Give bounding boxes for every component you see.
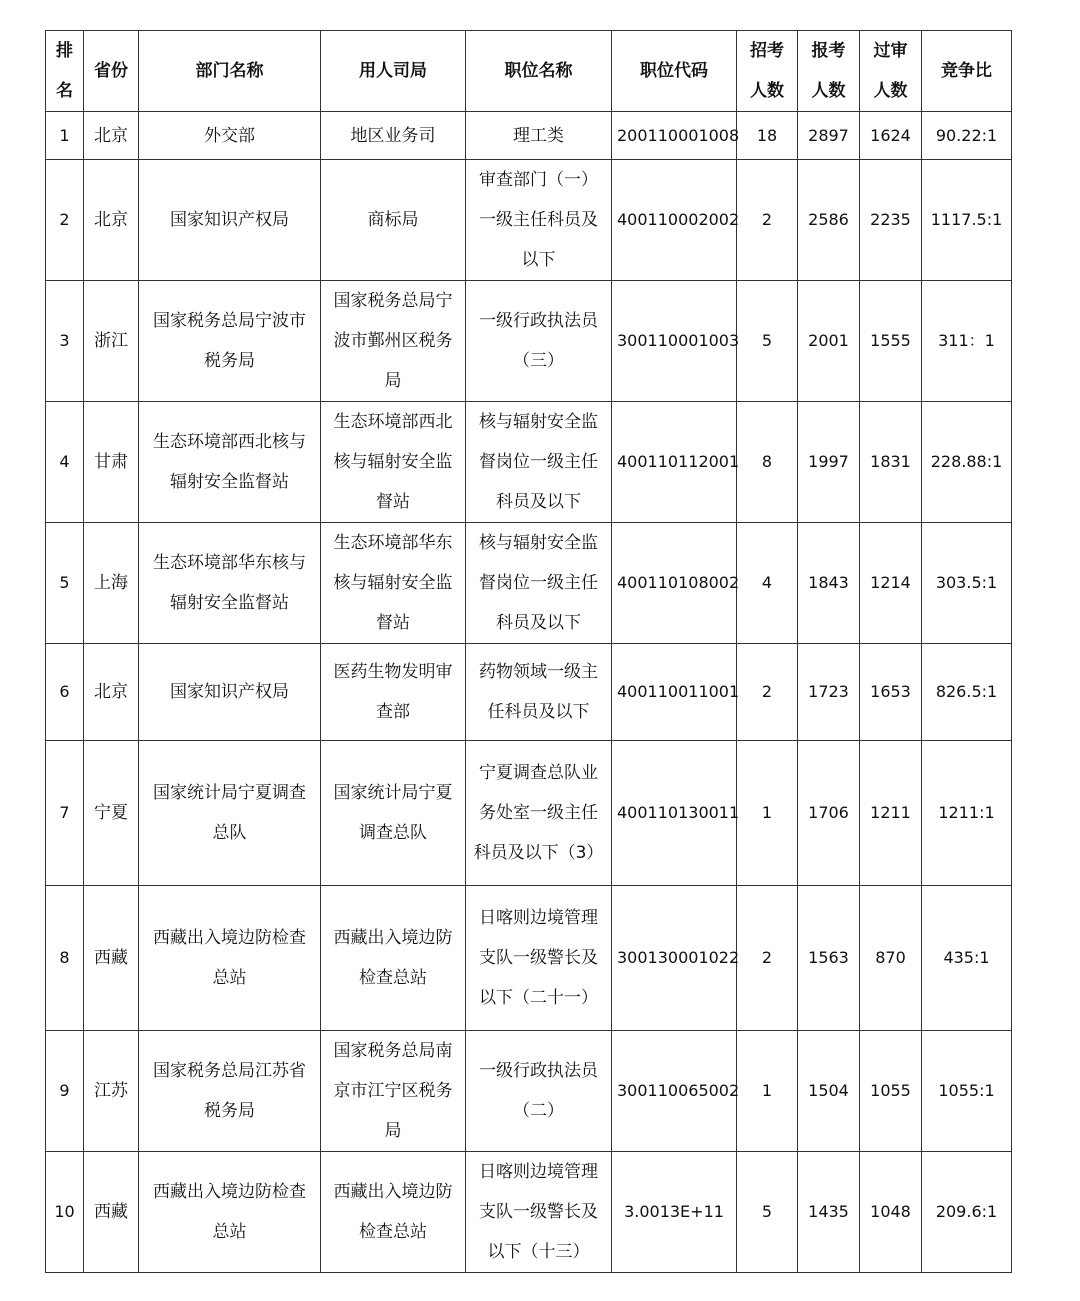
cell-rank: 3	[46, 281, 84, 402]
header-row	[46, 31, 1012, 112]
cell-province: 北京	[84, 644, 139, 741]
table-row	[46, 523, 1012, 644]
cell-approved: 1624	[860, 112, 922, 160]
cell-position: 一级行政执法员（二）	[466, 1031, 612, 1152]
cell-rank: 6	[46, 644, 84, 741]
cell-approved: 1048	[860, 1152, 922, 1273]
cell-recruit: 8	[737, 402, 798, 523]
cell-bureau: 地区业务司	[321, 112, 466, 160]
cell-department: 国家税务总局宁波市税务局	[139, 281, 321, 402]
cell-bureau: 医药生物发明审查部	[321, 644, 466, 741]
cell-applied: 2897	[798, 112, 860, 160]
cell-department: 西藏出入境边防检查总站	[139, 886, 321, 1031]
cell-code: 400110112001	[612, 402, 737, 523]
table-row	[46, 402, 1012, 523]
header-code: 职位代码	[612, 31, 737, 112]
table-row	[46, 160, 1012, 281]
cell-position: 审查部门（一）一级主任科员及以下	[466, 160, 612, 281]
table-row	[46, 741, 1012, 886]
cell-ratio: 435:1	[922, 886, 1012, 1031]
cell-rank: 10	[46, 1152, 84, 1273]
cell-approved: 1653	[860, 644, 922, 741]
cell-code: 400110011001	[612, 644, 737, 741]
cell-ratio: 826.5:1	[922, 644, 1012, 741]
cell-applied: 1706	[798, 741, 860, 886]
header-applied: 报考人数	[798, 31, 860, 112]
cell-approved: 1055	[860, 1031, 922, 1152]
cell-applied: 2586	[798, 160, 860, 281]
cell-province: 西藏	[84, 1152, 139, 1273]
cell-applied: 1563	[798, 886, 860, 1031]
cell-bureau: 国家税务总局南京市江宁区税务局	[321, 1031, 466, 1152]
cell-recruit: 4	[737, 523, 798, 644]
cell-rank: 7	[46, 741, 84, 886]
cell-department: 国家知识产权局	[139, 644, 321, 741]
header-province: 省份	[84, 31, 139, 112]
cell-department: 国家税务总局江苏省税务局	[139, 1031, 321, 1152]
cell-ratio: 303.5:1	[922, 523, 1012, 644]
table-row	[46, 281, 1012, 402]
cell-approved: 1831	[860, 402, 922, 523]
cell-applied: 1723	[798, 644, 860, 741]
cell-ratio: 311：1	[922, 281, 1012, 402]
cell-position: 宁夏调查总队业务处室一级主任科员及以下（3）	[466, 741, 612, 886]
cell-approved: 1555	[860, 281, 922, 402]
cell-rank: 1	[46, 112, 84, 160]
cell-bureau: 西藏出入境边防检查总站	[321, 1152, 466, 1273]
cell-ratio: 1055:1	[922, 1031, 1012, 1152]
cell-position: 理工类	[466, 112, 612, 160]
cell-code: 300130001022	[612, 886, 737, 1031]
cell-department: 外交部	[139, 112, 321, 160]
table-body	[46, 112, 1012, 1273]
cell-bureau: 国家税务总局宁波市鄞州区税务局	[321, 281, 466, 402]
header-approved: 过审人数	[860, 31, 922, 112]
cell-code: 3.0013E+11	[612, 1152, 737, 1273]
cell-applied: 2001	[798, 281, 860, 402]
cell-department: 生态环境部西北核与辐射安全监督站	[139, 402, 321, 523]
competition-ratio-table	[45, 30, 1012, 1273]
table-row	[46, 1152, 1012, 1273]
cell-province: 江苏	[84, 1031, 139, 1152]
cell-approved: 2235	[860, 160, 922, 281]
cell-rank: 5	[46, 523, 84, 644]
cell-ratio: 90.22:1	[922, 112, 1012, 160]
table-row	[46, 112, 1012, 160]
cell-applied: 1997	[798, 402, 860, 523]
header-department: 部门名称	[139, 31, 321, 112]
cell-bureau: 西藏出入境边防检查总站	[321, 886, 466, 1031]
cell-bureau: 商标局	[321, 160, 466, 281]
header-rank: 排名	[46, 31, 84, 112]
cell-recruit: 1	[737, 1031, 798, 1152]
cell-rank: 2	[46, 160, 84, 281]
header-ratio: 竞争比	[922, 31, 1012, 112]
cell-ratio: 228.88:1	[922, 402, 1012, 523]
cell-province: 西藏	[84, 886, 139, 1031]
cell-province: 甘肃	[84, 402, 139, 523]
cell-recruit: 18	[737, 112, 798, 160]
cell-recruit: 2	[737, 644, 798, 741]
header-position: 职位名称	[466, 31, 612, 112]
cell-ratio: 1117.5:1	[922, 160, 1012, 281]
cell-position: 药物领域一级主任科员及以下	[466, 644, 612, 741]
cell-province: 宁夏	[84, 741, 139, 886]
cell-ratio: 209.6:1	[922, 1152, 1012, 1273]
cell-recruit: 2	[737, 160, 798, 281]
cell-province: 北京	[84, 112, 139, 160]
cell-rank: 8	[46, 886, 84, 1031]
cell-department: 生态环境部华东核与辐射安全监督站	[139, 523, 321, 644]
cell-department: 国家知识产权局	[139, 160, 321, 281]
cell-code: 400110002002	[612, 160, 737, 281]
table-row	[46, 886, 1012, 1031]
cell-code: 400110130011	[612, 741, 737, 886]
header-bureau: 用人司局	[321, 31, 466, 112]
cell-code: 200110001008	[612, 112, 737, 160]
cell-code: 300110001003	[612, 281, 737, 402]
cell-applied: 1504	[798, 1031, 860, 1152]
cell-bureau: 国家统计局宁夏调查总队	[321, 741, 466, 886]
table-row	[46, 1031, 1012, 1152]
cell-position: 日喀则边境管理支队一级警长及以下（十三）	[466, 1152, 612, 1273]
cell-position: 日喀则边境管理支队一级警长及以下（二十一）	[466, 886, 612, 1031]
cell-applied: 1843	[798, 523, 860, 644]
cell-province: 浙江	[84, 281, 139, 402]
cell-code: 300110065002	[612, 1031, 737, 1152]
cell-position: 一级行政执法员（三）	[466, 281, 612, 402]
cell-approved: 1214	[860, 523, 922, 644]
cell-province: 北京	[84, 160, 139, 281]
cell-department: 国家统计局宁夏调查总队	[139, 741, 321, 886]
cell-bureau: 生态环境部华东核与辐射安全监督站	[321, 523, 466, 644]
cell-rank: 4	[46, 402, 84, 523]
cell-applied: 1435	[798, 1152, 860, 1273]
cell-recruit: 5	[737, 281, 798, 402]
cell-rank: 9	[46, 1031, 84, 1152]
cell-position: 核与辐射安全监督岗位一级主任科员及以下	[466, 402, 612, 523]
cell-recruit: 2	[737, 886, 798, 1031]
cell-province: 上海	[84, 523, 139, 644]
cell-code: 400110108002	[612, 523, 737, 644]
cell-ratio: 1211:1	[922, 741, 1012, 886]
cell-recruit: 5	[737, 1152, 798, 1273]
cell-approved: 870	[860, 886, 922, 1031]
table-row	[46, 644, 1012, 741]
cell-approved: 1211	[860, 741, 922, 886]
header-recruit: 招考人数	[737, 31, 798, 112]
cell-bureau: 生态环境部西北核与辐射安全监督站	[321, 402, 466, 523]
cell-position: 核与辐射安全监督岗位一级主任科员及以下	[466, 523, 612, 644]
cell-recruit: 1	[737, 741, 798, 886]
cell-department: 西藏出入境边防检查总站	[139, 1152, 321, 1273]
